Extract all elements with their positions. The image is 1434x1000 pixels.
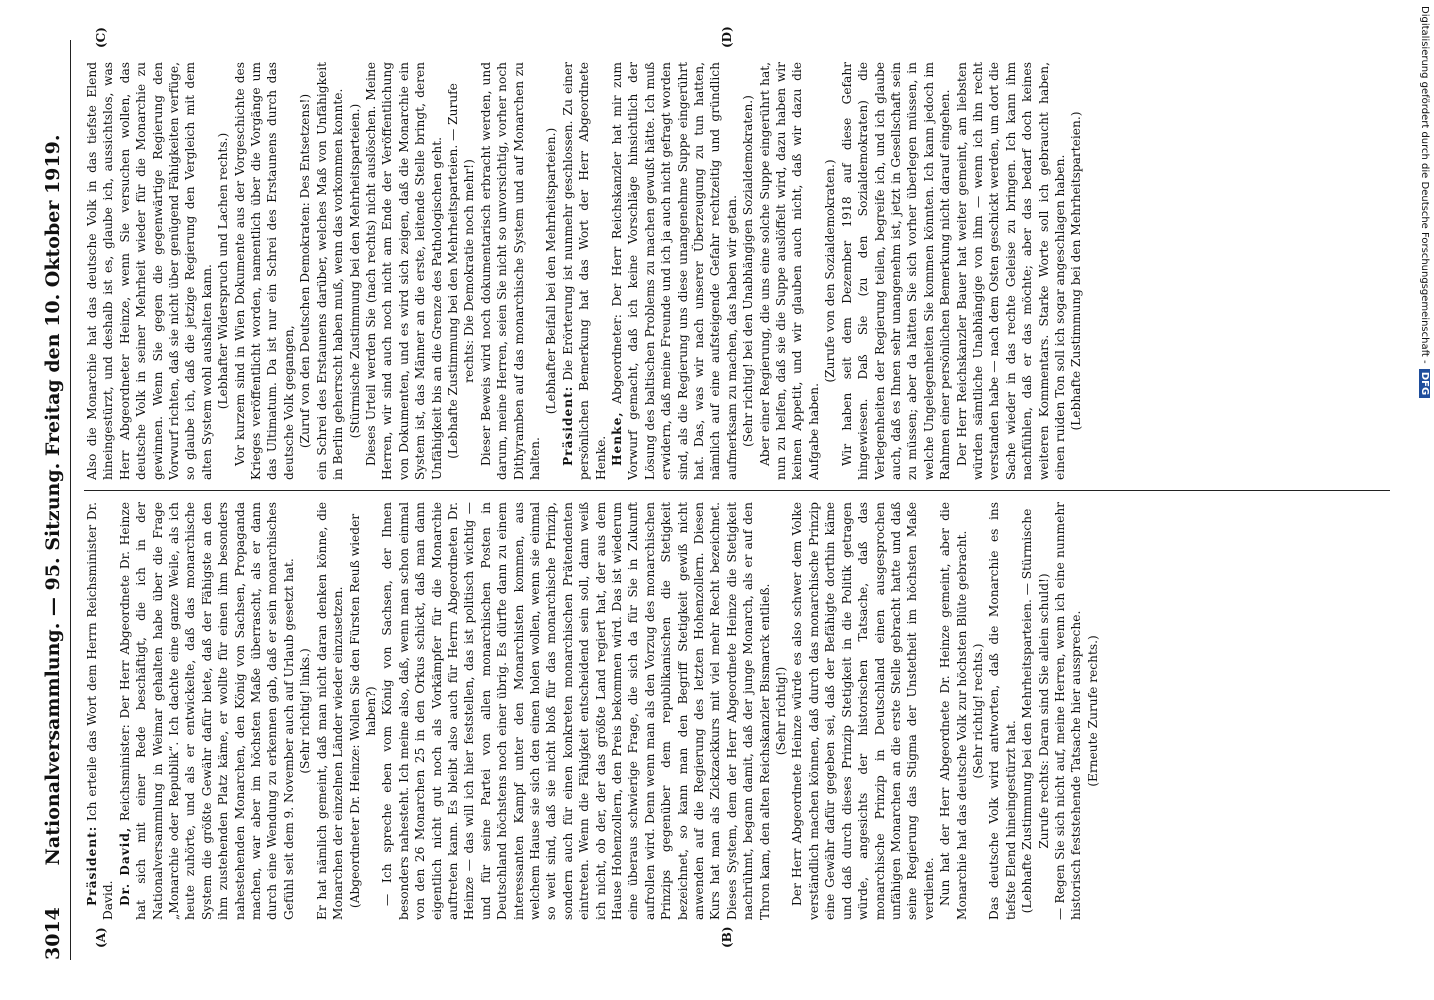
- paragraph-text: Dieses Urteil werden Sie (nach rechts) nicht auslöschen. Meine Herren, wir sind auch noch nicht am Ende der Veröffentlichung von Dokumenten, und es wird sich zeigen, daß die Monarchie ein System ist, das Männer an die erste, leitende Stelle bringt, deren Unfähigkeit bis an die Grenze des Pathologischen geht.: [363, 62, 444, 480]
- speaker-name: Präsident:: [85, 825, 99, 906]
- column-divider: [84, 490, 1390, 491]
- paragraph-text: Die Erörterung ist nunmehr geschlossen. Zu einer persönlichen Bemerkung hat das Wort der Herr Abgeordnete Henke.: [560, 62, 608, 480]
- speaker-name: Henke,: [610, 411, 624, 466]
- paragraph-text: (Stürmische Zustimmung bei den Mehrheitsparteien.): [347, 103, 362, 439]
- paragraph: [379, 502, 773, 920]
- paragraph-text: (Lebhafte Zustimmung bei den Mehrheitsparteien. — Stürmische Zurufe rechts: Daran sind Sie allein schuld!): [1020, 508, 1051, 914]
- paragraph: [1085, 502, 1101, 920]
- paragraph: [986, 502, 1019, 920]
- paragraph-text: (Zuruf von den Deutschen Demokraten: Des Entsetzens!): [298, 93, 313, 449]
- paragraph: [970, 502, 986, 920]
- paragraph: [347, 502, 380, 920]
- paragraph-text: (Lebhafte Zustimmung bei den Mehrheitsparteien. — Zurufe rechts: Die Demokratie noch mehr!): [445, 83, 477, 459]
- paragraph-text: Nun hat der Herr Abgeordnete Dr. Heinze gemeint, aber die Monarchie hat das deutsche Volk zur höchsten Blüte gebracht.: [938, 502, 969, 920]
- paragraph: [1019, 502, 1052, 920]
- paragraph: [560, 62, 609, 480]
- paragraph: [363, 62, 445, 480]
- paragraph-text: Das deutsche Volk wird antworten, daß die Monarchie es ins tiefste Elend hineingestürzt hat.: [987, 502, 1018, 920]
- paragraph-text: Reichsminister: Der Herr Abgeordnete Dr. Heinze hat sich mit einer Rede beschäftigt, die ich in der Nationalversammlung in Weimar gehalten habe über die Frage „Monarchie oder Republik“. Ich dachte eine ganze Weile, als ich heute zuhörte, und als er entwickelte, daß das monarchische System die größte Gewähr dafür biete, daß der Fähigste an den ihm zustehenden Platz käme, er wollte für einen ihm besonders nahestehenden Monarchen, den König von Sachsen, Propaganda machen, war aber im höchsten Maße überrascht, als er dann durch eine Wendung zu erkennen gab, daß er sein monarchisches Gefühl seit dem 9. November auch auf Urlaub gesetzt hat.: [117, 502, 296, 920]
- paragraph-text: (Sehr richtig! bei den Unabhängigen Sozialdemokraten.): [741, 95, 756, 447]
- paragraph: [543, 62, 559, 480]
- paragraph: [445, 62, 478, 480]
- paragraph-text: Also die Monarchie hat das deutsche Volk in das tiefste Elend hineingestürzt, und deshalb ist es, glaube ich, aussichtslos, was Herr Abgeordneter Heinze, wenn Sie versuchen wollen, das deutsche Volk in seiner Mehrheit wieder für die Monarchie zu gewinnen. Wenn Sie gegen die gegenwärtige Regierung den Vorwurf richten, daß sie nicht über genügend Fähigkeiten verfüge, so glaube ich, daß die jetzige Regierung den Vergleich mit dem alten System wohl aushalten kann.: [85, 62, 214, 480]
- paragraph: [297, 62, 313, 480]
- paragraph: [314, 502, 347, 920]
- paragraph: [84, 502, 117, 920]
- paragraph-text: (Erneute Zurufe rechts.): [1085, 635, 1100, 787]
- paragraph: [609, 62, 740, 480]
- paragraph-text: Der Herr Abgeordnete Heinze würde es also schwer dem Volke verständlich machen können, daß durch das monarchische Prinzip eine Gewähr dafür gegeben sei, daß der Befähigte dorthin käme und daß durch dieses Prinzip Stetigkeit in die Politik getragen würde, angesichts der historischen Tatsache, daß das monarchische Prinzip in Deutschland einen ausgesprochen unfähigen Monarchen an die erste Stelle gebracht hatte und daß seine Regierung das Stigma der Unstetheit im höchsten Maße verdiente.: [790, 502, 936, 920]
- paragraph-text: (Sehr richtig! links.): [298, 648, 313, 774]
- paragraph: [954, 62, 1069, 480]
- page-header: [40, 40, 71, 960]
- digitization-note: Digitalisierung gefördert durch die Deutsche Forschungsgemeinschaft -: [1419, 6, 1430, 364]
- speaker-name: Präsident:: [560, 385, 575, 466]
- paragraph-text: Er hat nämlich gemeint, daß man nicht daran denken könne, die Monarchen der einzelnen Länder wieder einzusetzen.: [314, 502, 346, 920]
- margin-marker-a: (A): [94, 927, 108, 948]
- paragraph: [740, 62, 756, 480]
- paragraph-text: (Lebhafter Widerspruch und Lachen rechts.): [216, 132, 231, 410]
- paragraph-text: Abgeordneter: Der Herr Reichskanzler hat mir zum Vorwurf gemacht, daß ich keine Vorschläge hinsichtlich der Lösung des baltischen Problems zu machen gewußt hätte. Ich muß erwidern, daß meine Freunde und ich ja auch nicht gefragt worden sind, als die Regierung uns diese unangenehme Suppe eingerührt hat. Das, was wir nach unserer Überzeugung zu tun hatten, nämlich auf eine aufsteigende Gefahr rechtzeitig und gründlich aufmerksam zu machen, das haben wir getan.: [610, 62, 739, 480]
- paragraph-text: Aber einer Regierung, die uns eine solche Suppe eingerührt hat, nun zu helfen, daß sie die Suppe auslöffelt wird, dazu haben wir keinen Appetit, und wir glauben auch nicht, daß wir dazu die Aufgabe haben.: [757, 62, 821, 480]
- paragraph: [215, 62, 231, 480]
- paragraph: [297, 502, 313, 920]
- paragraph: [347, 62, 363, 480]
- paragraph-text: ein Schrei des Erstaunens darüber, welches Maß von Unfähigkeit in Berlin geherrscht haben muß, wenn das vorkommen konnte.: [314, 62, 346, 480]
- left-column: [84, 502, 1390, 920]
- paragraph: [232, 62, 298, 480]
- paragraph-text: (Abgeordneter Dr. Heinze: Wollen Sie den Fürsten Reuß wieder haben?): [347, 513, 378, 909]
- paragraph-text: (Sehr richtig!): [774, 666, 789, 756]
- right-column: [84, 62, 1390, 480]
- paragraph: [839, 62, 954, 480]
- margin-marker-d: (D): [720, 26, 734, 48]
- paragraph: [1052, 502, 1085, 920]
- text-columns: [84, 60, 1390, 920]
- paragraph-text: (Lebhafte Zustimmung bei den Mehrheitsparteien.): [1069, 111, 1084, 431]
- paragraph: [822, 62, 838, 480]
- paragraph-text: — Ich spreche eben vom König von Sachsen, der Ihnen besonders nahesteht. Ich meine also, daß, wenn man schon einmal von den 26 Monarchen 25 in den Orkus schickt, daß man dann eigentlich nicht gut noch als Vorkämpfer für die Monarchie auftreten kann. Es bleibt also auch für Herrn Abgeordneten Dr. Heinze — das will ich hier feststellen, das ist politisch wichtig — und für seine Partei von allen monarchischen Posten in Deutschland höchstens noch einer übrig. Es dürfte dann zu einem interessanten Kampf unter den Monarchisten kommen, aus welchem Hause sie sich den einen holen wollen, wenn sie einmal so weit sind, daß sie nicht bloß für das monarchische Prinzip, sondern auch für einen konkreten monarchischen Prätendenten eintreten. Wenn die Fähigkeit entscheidend sein soll, dann weiß ich nicht, ob der, der das größte Land regiert hat, der aus dem Hause Hohenzollern, den Preis bekommen wird. Das ist wiederum eine überaus schwierige Frage, die sich da für Sie in Zukunft aufrollen wird. Denn wenn man als den Vorzug des monarchischen Prinzips gegenüber dem republikanischen die Stetigkeit bezeichnet, so kann man den Begriff Stetigkeit gewiß nicht anwenden auf die Regierung des letzten Hohenzollern. Diesen Kurs hat man als Zickzackkurs mit viel mehr Recht bezeichnet. Dieses System, dem der Herr Abgeordnete Heinze die Stetigkeit nachrühmt, begann damit, daß der junge Monarch, als er auf den Thron kam, den alten Reichskanzler Bismarck entließ.: [380, 502, 772, 920]
- page-title: Nationalversammlung. — 95. Sitzung. Freitag den 10. Oktober 1919.: [42, 134, 64, 866]
- paragraph: [117, 502, 297, 920]
- paragraph-text: — Regen Sie sich nicht auf, meine Herren, wenn ich eine nunmehr historisch feststehende Tatsache hier ausspreche.: [1052, 502, 1084, 920]
- digitization-sidebar: [1416, 6, 1432, 994]
- margin-marker-c: (C): [94, 27, 108, 48]
- paragraph: [84, 62, 215, 480]
- paragraph-text: Vor kurzem sind in Wien Dokumente aus der Vorgeschichte des Krieges veröffentlicht worden, namentlich über die Vorgänge um das Ultimatum. Da ist nur ein Schrei des Erstaunens durch das deutsche Volk gegangen,: [232, 62, 296, 480]
- paragraph: [757, 62, 823, 480]
- paragraph-text: Ich erteile das Wort dem Herrn Reichsminister Dr. David.: [85, 502, 116, 920]
- paragraph: [478, 62, 544, 480]
- margin-marker-b: (B): [720, 926, 734, 948]
- paragraph: [314, 62, 347, 480]
- paragraph: [789, 502, 937, 920]
- dfg-logo: DFG: [1419, 369, 1430, 398]
- page-number: 3014: [42, 907, 64, 960]
- paragraph: [1068, 62, 1084, 480]
- speaker-name: Dr. David,: [117, 826, 132, 906]
- paragraph-text: Der Herr Reichskanzler Bauer hat weiter gemeint, am liebsten würden sämtliche Unabhängige von ihm — wenn ich ihn recht verstanden habe — nach dem Osten geschickt werden, um dort die Sache wieder in das rechte Geleise zu bringen. Ich kann ihm nachfühlen, daß er das möchte; aber das bedarf doch keines weiteren Kommentars. Starke Worte soll ich gebraucht haben, einen ruiden Ton soll ich sogar angeschlagen haben.: [954, 62, 1067, 480]
- paragraph-text: Dieser Beweis wird noch dokumentarisch erbracht werden, und darum, meine Herren, seien Sie nicht so unvorsichtig, vorher noch Dithyramben auf das monarchische System und auf Monarchen zu halten.: [478, 62, 542, 480]
- paragraph: [937, 502, 970, 920]
- paragraph-text: (Sehr richtig! rechts.): [970, 643, 985, 779]
- paragraph: [773, 502, 789, 920]
- paragraph-text: (Zurufe von den Sozialdemokraten.): [823, 159, 838, 383]
- paragraph-text: (Lebhafter Beifall bei den Mehrheitsparteien.): [544, 127, 559, 415]
- paragraph-text: Wir haben seit dem Dezember 1918 auf diese Gefahr hingewiesen. Daß Sie (zu den Sozialdemokraten) die Verlegenheiten der Regierung teilen, begreife ich, und ich glaube auch, daß es Ihnen sehr unangenehm ist, jetzt in Gesellschaft sein zu müssen; aber da hätten Sie sich vorher überlegen müssen, in welche Ungelegenheiten Sie kommen könnten. Ich kann jedoch im Rahmen einer persönlichen Bemerkung nicht darauf eingehen.: [839, 62, 953, 480]
